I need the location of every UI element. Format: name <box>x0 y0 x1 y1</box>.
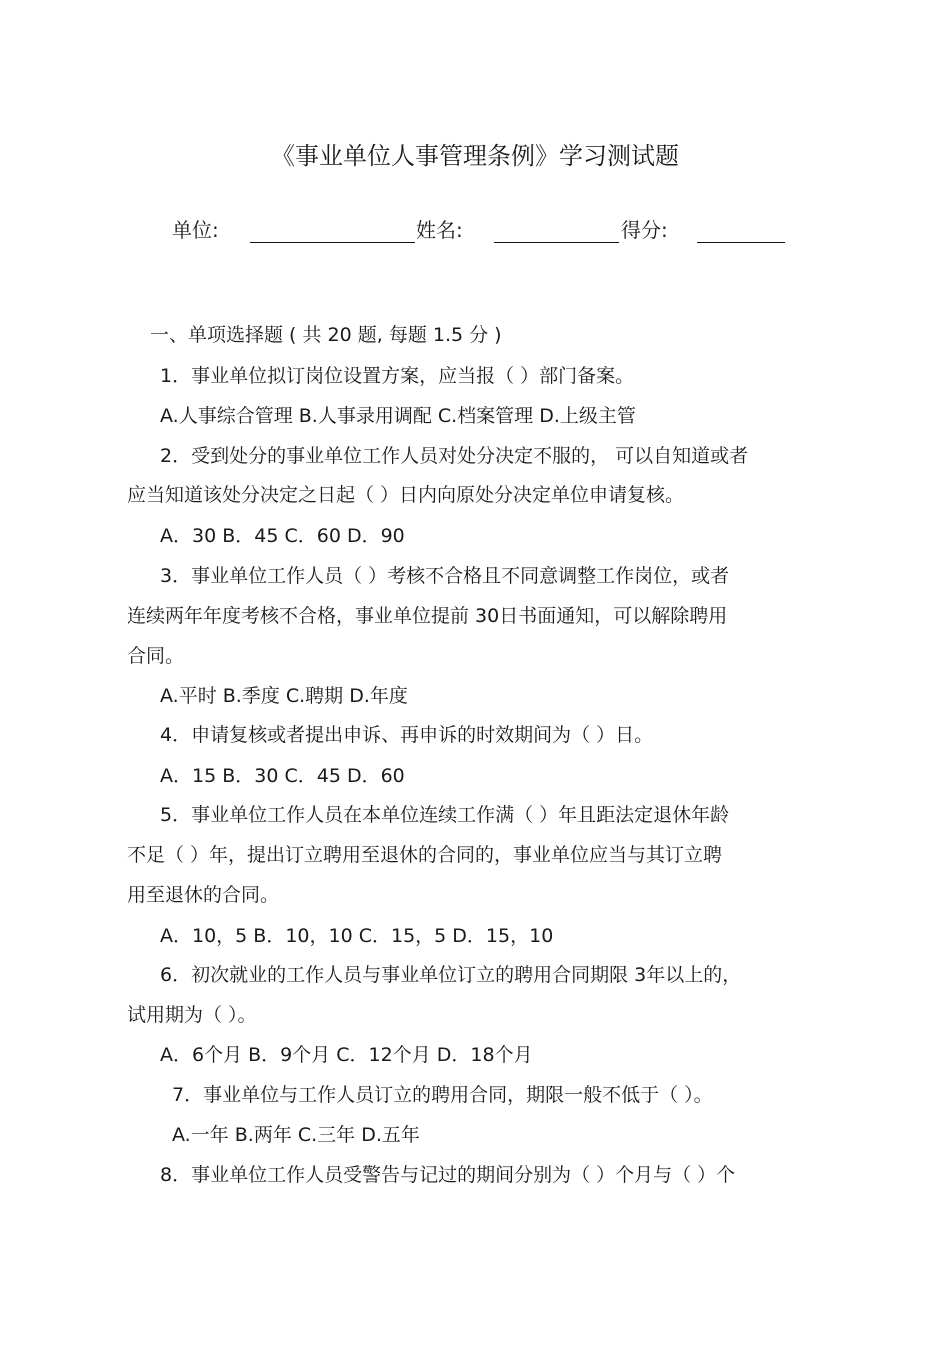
question-2-line-2: 应当知道该处分决定之日起（ ）日内向原处分决定单位申请复核。 <box>127 484 685 506</box>
page-title: 《事业单位人事管理条例》学习测试题 <box>271 142 679 170</box>
name-label: 姓名: <box>416 218 463 242</box>
question-6-line-2: 试用期为（ ）。 <box>127 1004 257 1026</box>
unit-field[interactable] <box>250 242 415 243</box>
question-3-line-2: 连续两年年度考核不合格，事业单位提前 30日书面通知，可以解除聘用 <box>127 605 728 627</box>
question-4: 4．申请复核或者提出申诉、再申诉的时效期间为（ ）日。 <box>160 724 654 746</box>
question-5-line-1: 5．事业单位工作人员在本单位连续工作满（ ）年且距法定退休年龄 <box>160 804 730 826</box>
question-6-line-1: 6．初次就业的工作人员与事业单位订立的聘用合同期限 3年以上的， <box>160 964 742 986</box>
question-5-line-2: 不足（ ）年，提出订立聘用至退休的合同的，事业单位应当与其订立聘 <box>127 844 723 866</box>
question-5-options: A．10，5 B．10，10 C．15，5 D．15，10 <box>160 925 554 947</box>
unit-label: 单位: <box>172 218 219 242</box>
question-7-options: A.一年 B.两年 C.三年 D.五年 <box>172 1124 420 1146</box>
score-field[interactable] <box>697 242 785 243</box>
name-field[interactable] <box>494 242 619 243</box>
section-heading: 一、单项选择题 ( 共 20 题, 每题 1.5 分 ) <box>150 324 502 346</box>
question-3-line-3: 合同。 <box>127 645 185 667</box>
question-3-line-1: 3．事业单位工作人员（ ）考核不合格且不同意调整工作岗位，或者 <box>160 565 730 587</box>
question-7: 7．事业单位与工作人员订立的聘用合同，期限一般不低于（ ）。 <box>172 1084 713 1106</box>
question-1: 1．事业单位拟订岗位设置方案，应当报（ ）部门备案。 <box>160 365 635 387</box>
score-label: 得分: <box>621 218 668 242</box>
question-3-options: A.平时 B.季度 C.聘期 D.年度 <box>160 685 408 707</box>
question-5-line-3: 用至退休的合同。 <box>127 884 280 906</box>
question-1-options: A.人事综合管理 B.人事录用调配 C.档案管理 D.上级主管 <box>160 405 636 427</box>
question-2-line-1: 2．受到处分的事业单位工作人员对处分决定不服的， 可以自知道或者 <box>160 445 749 467</box>
question-2-options: A．30 B．45 C．60 D．90 <box>160 525 405 547</box>
question-4-options: A．15 B．30 C．45 D．60 <box>160 765 405 787</box>
question-8-line-1: 8．事业单位工作人员受警告与记过的期间分别为（ ）个月与（ ）个 <box>160 1164 736 1186</box>
question-6-options: A．6个月 B．9个月 C．12个月 D．18个月 <box>160 1044 533 1066</box>
